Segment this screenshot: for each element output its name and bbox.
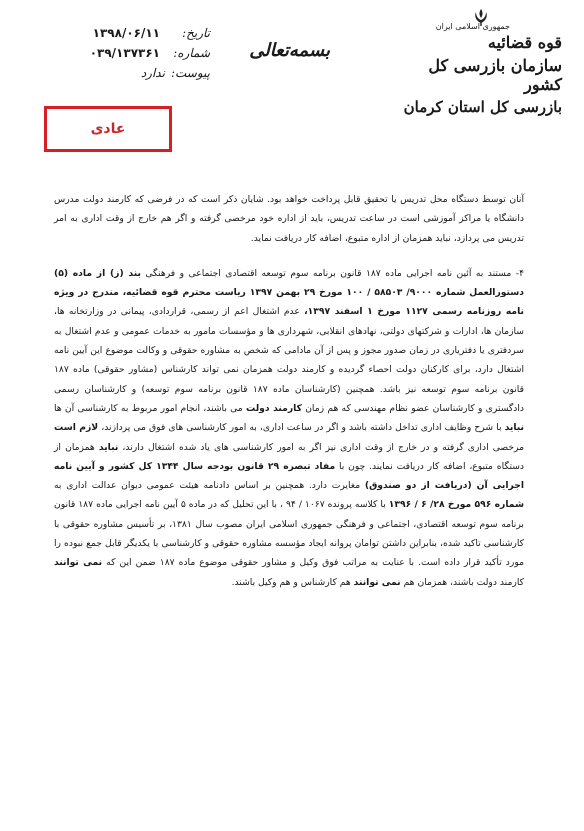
date-row xyxy=(40,26,210,46)
org-line-province: بازرسی کل استان کرمان xyxy=(403,98,562,116)
country-name: جمهوری اسلامی ایران xyxy=(435,22,510,31)
number-row xyxy=(40,46,210,66)
p2-bold: شماره ۵۹۶ مورخ ۲۸/ ۶ / ۱۳۹۶ xyxy=(388,499,524,511)
p2-segment: با کلاسه پرونده ۱۰۶۷ / ۹۴ ، با این تحلیل که در ماده ۵ آیین نامه اجرایی ماده ۱۸۷ قانون برنامه سوم توسعه اقتصادی، اجتماعی و فرهنگی جمهوری اسلامی ایران مصوب سال ۱۳۸۱، بر تأسیس مشاوره حقوقی با کارشناسی تاکید شده، بنابراین داشتن توامان پروانه ایجاد مؤسسه مشاوره حقوقی و کارشناسی با یکدیگر قابل جمع نبوده را مورد تأکید قرار داده است. با عنایت به مراتب فوق وکیل و مشاور حقوقی موضوع ماده ۱۸۷ ضمن این که xyxy=(54,499,524,569)
p2-bold: نباید xyxy=(504,422,525,434)
attachment-label: پیوست: xyxy=(170,66,210,80)
p2-segment: مغایرت دارد. همچنین بر اساس دادنامه هیئت عمومی دیوان عدالت اداری به xyxy=(54,480,361,492)
org-line-inspection: سازمان بازرسی کل کشور xyxy=(428,56,562,94)
paragraph-1: آنان توسط دستگاه محل تدریس یا تحقیق قابل پرداخت خواهد بود. شایان ذکر است که در فرضی که کارمند دولت مدرس دانشگاه یا مراکز آموزشی است در ساعت تدریس، باید از اداره خود مرخصی گرفته و اگر هم خارج از وقت اداری به امر تدریس می پردازد، نباید همزمان از اداره متبوع، اضافه کار دریافت نماید. xyxy=(54,194,524,244)
p2-bold: مفاد تبصره ۲۹ قانون بودجه سال ۱۳۴۴ کل کشور و آیین نامه اجرایی آن (دریافت از دو صندوق) xyxy=(54,460,525,492)
p2-bold: کارمند دولت xyxy=(245,402,302,414)
date-label: تاریخ: xyxy=(182,26,210,40)
paragraph-2 xyxy=(54,264,524,592)
p2-segment: ۴- مستند به آئین نامه اجرایی ماده ۱۸۷ قانون برنامه سوم توسعه اقتصادی اجتماعی و فرهنگی xyxy=(145,267,525,279)
p2-bold: نمی توانند xyxy=(54,557,103,569)
p2-bold: نباید xyxy=(98,441,119,453)
org-line-judiciary: قوه قضائیه xyxy=(487,33,562,52)
p2-bold: نمی توانند xyxy=(353,576,401,588)
classification-stamp xyxy=(44,106,172,152)
p2-segment: مرخصی اداری گرفته و در خارج از وقت اداری نیز اگر به امور کارشناسی های یاد شده اشتغال دارند، xyxy=(122,441,525,453)
p2-bold: بند (ز) از ماده (۵) دستورالعمل شماره ۹۰۰۰/ ۵۸۵۰۳ / ۱۰۰ مورخ ۲۹ بهمن ۱۳۹۷ ریاست محترم قوه قضائیه، مندرج در ویژه نامه روزنامه رسمی ۱۱۲۷ مورخ ۱ اسفند ۱۳۹۷، xyxy=(54,267,524,318)
p2-segment: کارمند دولت باشند، همزمان هم xyxy=(403,576,524,588)
date-value: ۱۳۹۸/۰۶/۱۱ xyxy=(92,26,160,40)
organization-header xyxy=(402,22,562,116)
p2-segment: با شرح وظایف اداری تداخل داشته باشد و اگر در ساعت اداری، به امور کارشناسی های فوق می پردازند، xyxy=(101,422,502,434)
number-value: ۰۳۹/۱۳۷۳۶۱ xyxy=(89,46,160,60)
p2-bold: لازم است xyxy=(54,422,99,434)
letter-meta xyxy=(40,26,210,86)
p2-segment: همزمان از دستگاه متبوع، اضافه کار دریافت نمایند. چون با xyxy=(54,441,525,472)
p2-segment: عدم اشتغال اعم از رسمی، قراردادی، پیمانی در وزارتخانه ها، سازمان ها، ادارات و شرکتهای دولتی، نهادهای انقلابی، شهرداری ها و مؤسسات مامور به خدمات عمومی و عدم اشتغال به سردفتری یا دفتریاری در زمان صدور مجوز و پس از آن مادامی که شخص به مشاوره حقوقی و وکالت موضوع این آیین نامه اشتغال دارد، برای کارکنان دولت احصاء گردیده و کارمند دولت همزمان نمی تواند کارشناس (مشاور حقوقی) ماده ۱۸۷ قانون برنامه سوم توسعه نیز باشد. همچنین (کارشناسان ماده ۱۸۷ قانون برنامه سوم توسعه) و کارشناسان رسمی دادگستری و کارشناسان عضو نظام مهندسی که هم زمان xyxy=(54,306,525,414)
p2-segment: هم کارشناس و هم وکیل باشند. xyxy=(231,576,351,588)
attachment-value: ندارد xyxy=(140,66,165,80)
bismillah-heading: بسمه‌تعالی xyxy=(249,40,330,61)
p2-segment: می باشند، انجام امور مربوط به کارشناسی آن ها xyxy=(54,402,243,414)
classification-label: عادی xyxy=(90,121,126,137)
letter-body xyxy=(54,190,524,592)
attachment-row xyxy=(40,66,210,86)
number-label: شماره: xyxy=(173,46,210,60)
